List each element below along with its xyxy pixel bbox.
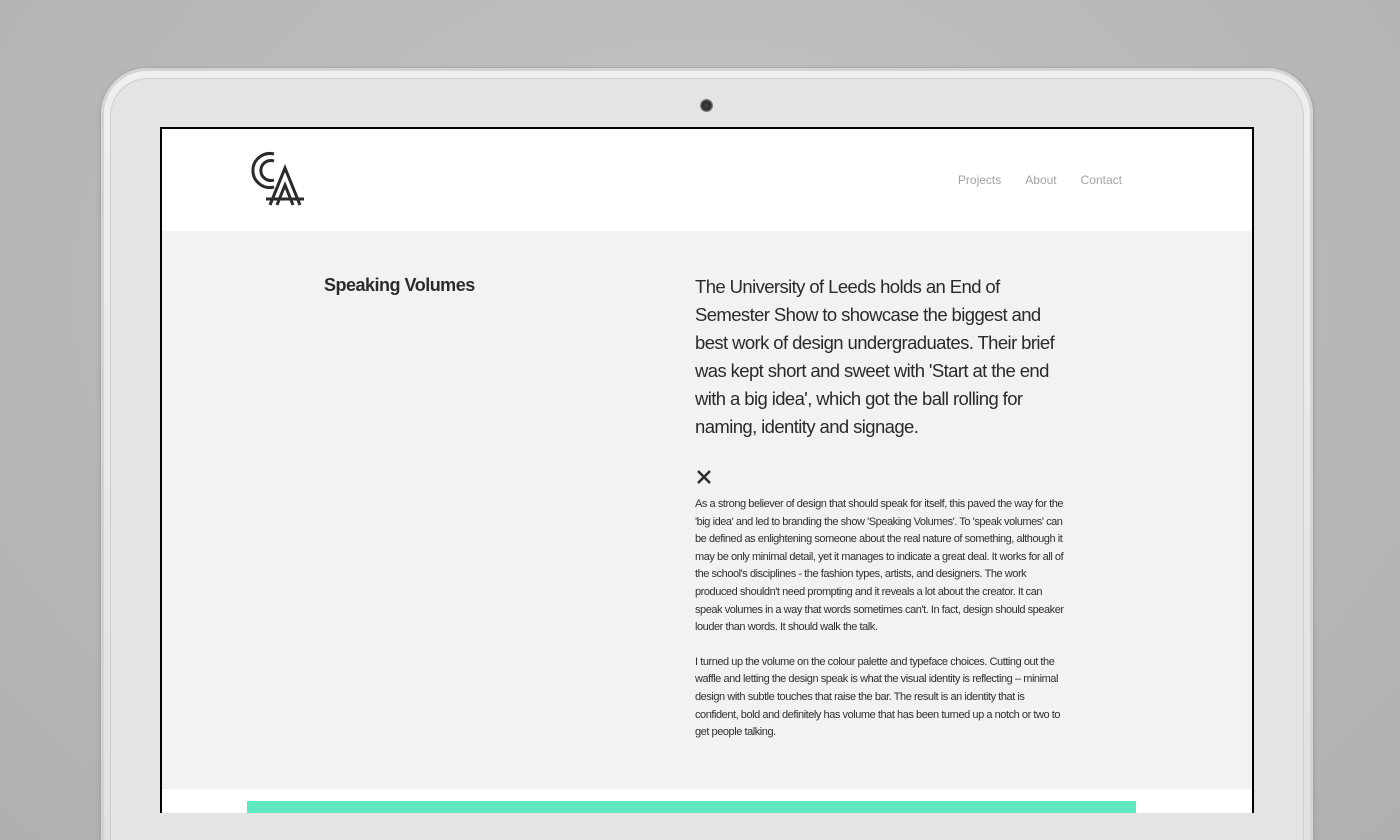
description-paragraph-2: I turned up the volume on the colour palette and typeface choices. Cutting out the waffle and letting the design speak is what the visual identity is reflecting – minimal design with subtle touches that raise the bar. The result is an identity that is confident, bold and definitely has volume that has been turned up a notch or two to get people talking. [695, 655, 1061, 739]
close-x-icon-graphic [695, 468, 713, 486]
project-title: Speaking Volumes [324, 275, 475, 295]
accent-color-bar [247, 801, 1136, 813]
browser-viewport[interactable] [162, 129, 1252, 813]
close-x-icon [695, 468, 713, 486]
main-nav [958, 173, 1122, 187]
site-header [162, 129, 1252, 231]
description-paragraph-1: As a strong believer of design that should speak for itself, this paved the way for the 'big idea' and led to branding the show 'Speaking Volumes'. To 'speak volumes' can be defined as enlightening someone about the real nature of something, although it may be only minimal detail, yet it manages to indicate a great deal. It works for all of the school's disciplines - the fashion types, artists, and designers. The work produced shouldn't need prompting and it reveals a lot about the creator. It can speak volumes in a way that words sometimes can't. In fact, design should speaker louder than words. It should walk the talk. [695, 498, 1064, 634]
ca-monogram-logo-graphic [248, 149, 306, 209]
nav-link-projects[interactable]: Projects [957, 173, 1002, 187]
project-intro: The University of Leeds holds an End of Semester Show to showcase the biggest and best work of design undergraduates. Their brief was kept short and sweet with 'Start at the end with a big idea', which got the ball rolling for naming, identity and signage. [695, 276, 1055, 437]
laptop-screen [160, 127, 1254, 813]
nav-link-about[interactable]: About [1025, 173, 1057, 187]
project-description [695, 496, 1065, 759]
nav-link-contact[interactable]: Contact [1080, 173, 1122, 187]
ca-monogram-logo[interactable] [248, 149, 306, 209]
webcam-icon [700, 99, 713, 112]
